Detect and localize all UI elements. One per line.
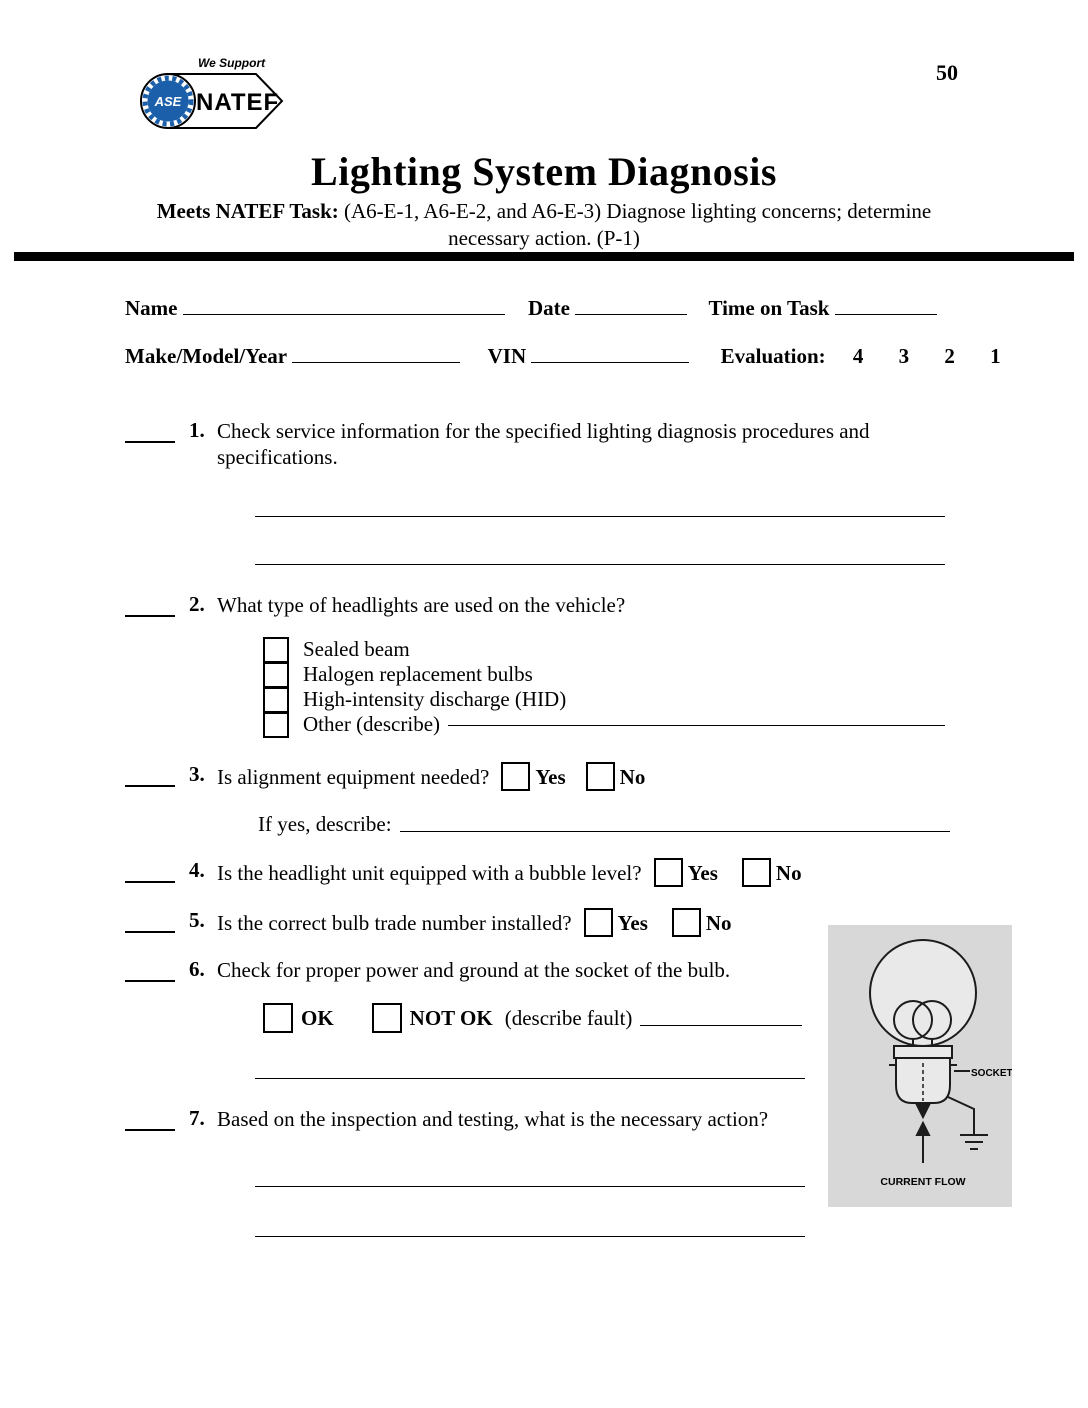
socket-label: SOCKET bbox=[971, 1068, 1012, 1079]
evaluation-label: Evaluation: bbox=[720, 344, 826, 368]
option-other bbox=[263, 712, 945, 737]
ase-label: ASE bbox=[154, 94, 182, 109]
question-1-number: 1. bbox=[189, 418, 205, 442]
date-label: Date bbox=[527, 296, 570, 320]
meets-task-text-line2: necessary action. (P-1) bbox=[448, 226, 640, 250]
natef-label: NATEF bbox=[196, 89, 280, 116]
natef-logo bbox=[126, 50, 298, 140]
not-ok-label: NOT OK bbox=[409, 1005, 493, 1030]
other-describe-line[interactable] bbox=[448, 723, 945, 726]
question-5-yes-checkbox[interactable] bbox=[584, 908, 613, 937]
time-on-task-field[interactable] bbox=[835, 312, 937, 315]
if-yes-row bbox=[258, 812, 950, 837]
hid-label: High-intensity discharge (HID) bbox=[303, 687, 567, 711]
question-1-score-blank[interactable] bbox=[125, 418, 175, 443]
natef-key-logo-icon bbox=[126, 50, 298, 140]
question-4-text: Is the headlight unit equipped with a bubble level? Yes No bbox=[217, 858, 925, 887]
question-6-answer-line[interactable] bbox=[255, 1078, 805, 1079]
halogen-checkbox[interactable] bbox=[263, 662, 289, 688]
question-5-text: Is the correct bulb trade number installed? Yes No bbox=[217, 908, 925, 937]
question-7-answer-line-2[interactable] bbox=[255, 1236, 805, 1237]
not-ok-checkbox[interactable] bbox=[372, 1003, 402, 1033]
question-6-score-blank[interactable] bbox=[125, 957, 175, 982]
question-2-number: 2. bbox=[189, 592, 205, 616]
question-7-answer-line-1[interactable] bbox=[255, 1186, 805, 1187]
question-3-score-blank[interactable] bbox=[125, 762, 175, 787]
question-1 bbox=[125, 418, 925, 470]
ok-checkbox[interactable] bbox=[263, 1003, 293, 1033]
vin-label: VIN bbox=[487, 344, 527, 368]
option-halogen bbox=[263, 662, 945, 687]
question-5-no-checkbox[interactable] bbox=[672, 908, 701, 937]
other-checkbox[interactable] bbox=[263, 712, 289, 738]
question-7 bbox=[125, 1106, 925, 1132]
question-4-yes-label: Yes bbox=[687, 861, 718, 885]
question-6 bbox=[125, 957, 925, 983]
question-4-yes-checkbox[interactable] bbox=[654, 858, 683, 887]
sealed-beam-checkbox[interactable] bbox=[263, 637, 289, 663]
question-3-yes-label: Yes bbox=[535, 765, 566, 789]
name-date-row bbox=[125, 296, 937, 321]
question-4-score-blank[interactable] bbox=[125, 858, 175, 883]
question-4-no-checkbox[interactable] bbox=[742, 858, 771, 887]
question-4-no-label: No bbox=[775, 861, 802, 885]
we-support-label: We Support bbox=[198, 56, 266, 70]
name-field[interactable] bbox=[183, 312, 505, 315]
ok-label: OK bbox=[301, 1005, 334, 1030]
question-5-yes-label: Yes bbox=[617, 911, 648, 935]
make-model-year-label: Make/Model/Year bbox=[125, 344, 288, 368]
date-field[interactable] bbox=[575, 312, 687, 315]
question-2-score-blank[interactable] bbox=[125, 592, 175, 617]
evaluation-score-1[interactable]: 1 bbox=[990, 344, 1001, 368]
bulb-socket-diagram-icon bbox=[828, 925, 1012, 1207]
meets-task-label: Meets NATEF Task: bbox=[156, 199, 339, 223]
question-4-number: 4. bbox=[189, 858, 205, 882]
question-3-no-label: No bbox=[619, 765, 646, 789]
name-label: Name bbox=[125, 296, 178, 320]
question-2 bbox=[125, 592, 925, 618]
evaluation-score-4[interactable]: 4 bbox=[852, 344, 864, 368]
question-7-score-blank[interactable] bbox=[125, 1106, 175, 1131]
evaluation-score-2[interactable]: 2 bbox=[944, 344, 955, 368]
question-6-text: Check for proper power and ground at the socket of the bulb. bbox=[217, 958, 731, 982]
time-on-task-label: Time on Task bbox=[708, 296, 830, 320]
question-3-number: 3. bbox=[189, 762, 205, 786]
question-1-text: Check service information for the specified lighting diagnosis procedures and specifications. bbox=[217, 419, 870, 469]
question-3-text: Is alignment equipment needed? Yes No bbox=[217, 762, 925, 791]
describe-fault-label: (describe fault) bbox=[504, 1005, 633, 1030]
describe-fault-line[interactable] bbox=[640, 1011, 802, 1026]
question-3 bbox=[125, 762, 925, 791]
make-model-year-field[interactable] bbox=[292, 360, 460, 363]
question-5-score-blank[interactable] bbox=[125, 908, 175, 933]
sealed-beam-label: Sealed beam bbox=[303, 637, 410, 661]
question-7-number: 7. bbox=[189, 1106, 205, 1130]
question-6-answer-row bbox=[263, 1003, 802, 1033]
question-4 bbox=[125, 858, 925, 887]
question-6-number: 6. bbox=[189, 957, 205, 981]
page-title: Lighting System Diagnosis bbox=[311, 149, 777, 194]
vin-field[interactable] bbox=[531, 360, 689, 363]
evaluation-score-3[interactable]: 3 bbox=[898, 344, 910, 368]
question-5 bbox=[125, 908, 925, 937]
vehicle-row bbox=[125, 344, 1001, 369]
halogen-label: Halogen replacement bulbs bbox=[303, 662, 533, 686]
question-5-number: 5. bbox=[189, 908, 205, 932]
question-3-yes-checkbox[interactable] bbox=[501, 762, 530, 791]
question-5-no-label: No bbox=[705, 911, 732, 935]
header-divider bbox=[14, 252, 1074, 261]
meets-natef-task bbox=[0, 198, 1088, 252]
current-flow-label: CURRENT FLOW bbox=[880, 1176, 966, 1188]
if-yes-describe-line[interactable] bbox=[400, 817, 950, 832]
page-number: 50 bbox=[936, 60, 958, 85]
question-1-answer-line-1[interactable] bbox=[255, 516, 945, 517]
option-sealed-beam bbox=[263, 637, 945, 662]
if-yes-label: If yes, describe: bbox=[258, 812, 392, 836]
option-hid bbox=[263, 687, 945, 712]
meets-task-text-line1: (A6-E-1, A6-E-2, and A6-E-3) Diagnose lighting concerns; determine bbox=[344, 199, 932, 223]
other-label: Other (describe) bbox=[303, 712, 441, 736]
question-3-no-checkbox[interactable] bbox=[586, 762, 615, 791]
question-7-text: Based on the inspection and testing, what is the necessary action? bbox=[217, 1107, 769, 1131]
bulb-diagram bbox=[828, 925, 1012, 1207]
question-1-answer-line-2[interactable] bbox=[255, 564, 945, 565]
question-2-text: What type of headlights are used on the vehicle? bbox=[217, 593, 626, 617]
hid-checkbox[interactable] bbox=[263, 687, 289, 713]
question-2-options bbox=[263, 637, 945, 737]
